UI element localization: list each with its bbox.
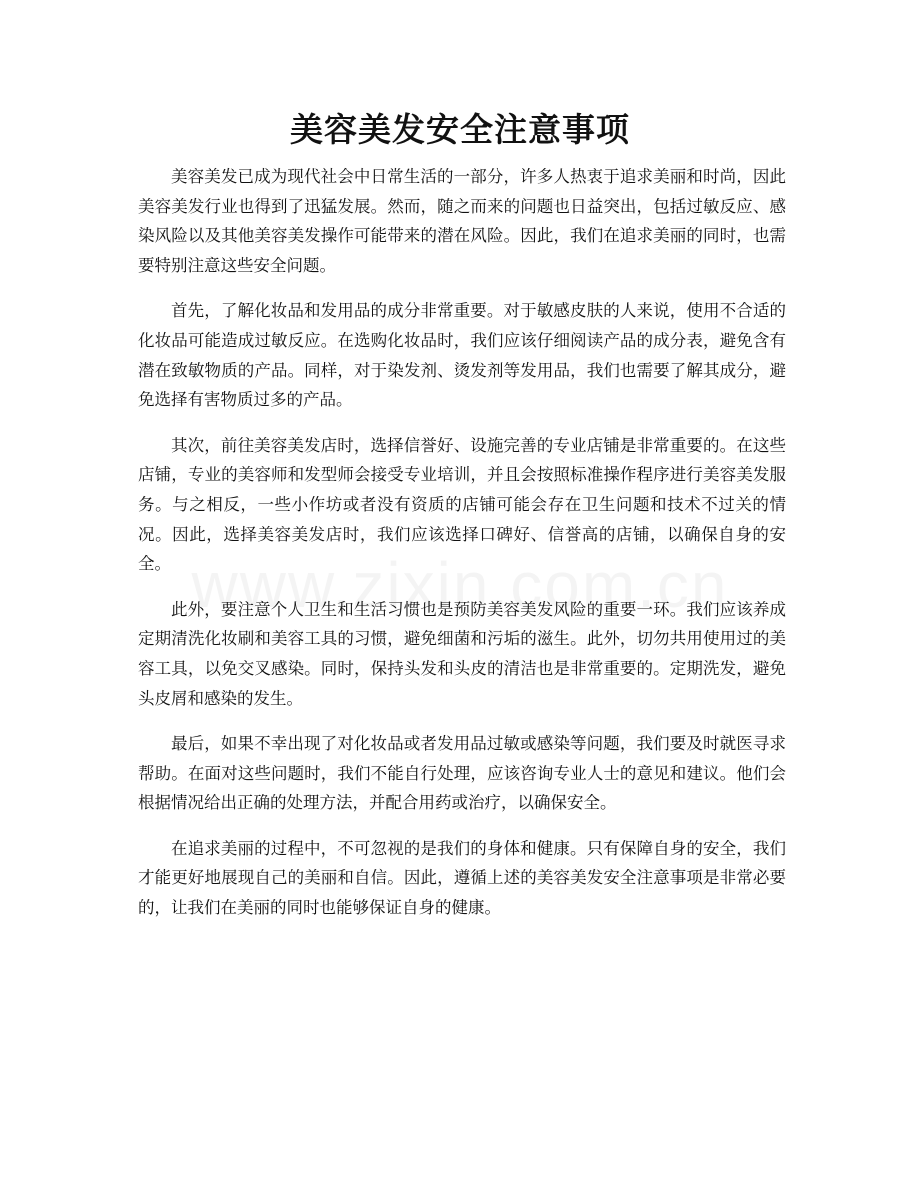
document-title: 美容美发安全注意事项 [290,110,630,149]
paragraph-5: 最后，如果不幸出现了对化妆品或者发用品过敏或感染等问题，我们要及时就医寻求帮助。在面对这些问题时，我们不能自行处理，应该咨询专业人士的意见和建议。他们会根据情况给出正确的处理方法，并配合用药或治疗，以确保安全。 [138,734,786,813]
paragraph-6: 在追求美丽的过程中，不可忽视的是我们的身体和健康。只有保障自身的安全，我们才能更好地展现自己的美丽和自信。因此，遵循上述的美容美发安全注意事项是非常必要的，让我们在美丽的同时也能够保证自身的健康。 [138,838,786,918]
paragraph-4: 此外，要注意个人卫生和生活习惯也是预防美容美发风险的重要一环。我们应该养成定期清洗化妆刷和美容工具的习惯，避免细菌和污垢的滋生。此外，切勿共用使用过的美容工具，以免交叉感染。同时，保持头发和头皮的清洁也是非常重要的。定期洗发，避免头皮屑和感染的发生。 [138,599,786,708]
paragraph-2: 首先，了解化妆品和发用品的成分非常重要。对于敏感皮肤的人来说，使用不合适的化妆品可能造成过敏反应。在选购化妆品时，我们应该仔细阅读产品的成分表，避免含有潜在致敏物质的产品。同样，对于染发剂、烫发剂等发用品，我们也需要了解其成分，避免选择有害物质过多的产品。 [138,301,786,410]
paragraph-1: 美容美发已成为现代社会中日常生活的一部分，许多人热衷于追求美丽和时尚，因此美容美发行业也得到了迅猛发展。然而，随之而来的问题也日益突出，包括过敏反应、感染风险以及其他美容美发操作可能带来的潜在风险。因此，我们在追求美丽的同时，也需要特别注意这些安全问题。 [138,167,786,275]
paragraph-3: 其次，前往美容美发店时，选择信誉好、设施完善的专业店铺是非常重要的。在这些店铺，专业的美容师和发型师会接受专业培训，并且会按照标准操作程序进行美容美发服务。与之相反，一些小作坊或者没有资质的店铺可能会存在卫生问题和技术不过关的情况。因此，选择美容美发店时，我们应该选择口碑好、信誉高的店铺，以确保自身的安全。 [138,435,786,574]
document-body [138,162,786,939]
